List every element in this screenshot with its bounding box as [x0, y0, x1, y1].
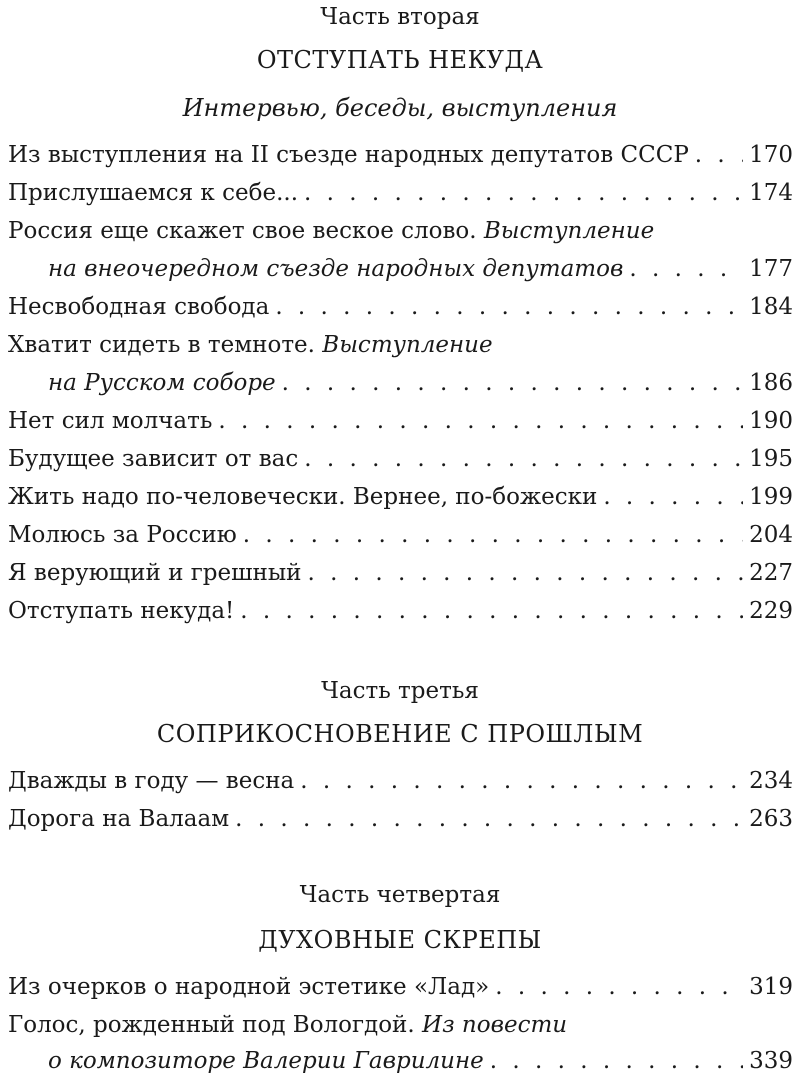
toc-entry-page: 174 [749, 180, 793, 206]
part-label: Часть вторая [320, 4, 480, 30]
toc-entry-page: 204 [749, 522, 793, 548]
toc-entry [8, 290, 793, 324]
toc-entry-page: 190 [749, 408, 793, 434]
toc-entry-title: Несвободная свобода [8, 294, 270, 320]
leader-dots [695, 138, 743, 172]
toc-entry-continuation [48, 366, 793, 400]
toc-entry-page: 195 [749, 446, 793, 472]
toc-entry-title: Хватит сидеть в темноте. Выступление [8, 332, 493, 358]
toc-entry [8, 404, 793, 438]
toc-entry-page: 186 [749, 370, 793, 396]
toc-entry-title-cont: на Русском соборе [48, 370, 276, 396]
toc-entry-title-cont: на внеочередном съезде народных депутатов [48, 256, 624, 282]
toc-entry-page: 234 [749, 768, 793, 794]
toc-entry-continuation [48, 252, 793, 286]
toc-entry [8, 1008, 793, 1042]
toc-entry-title: Дважды в году — весна [8, 768, 295, 794]
toc-entry [8, 138, 793, 172]
toc-entry-title: Россия еще скажет свое веское слово. Выступление [8, 218, 655, 244]
leader-dots [282, 366, 743, 400]
toc-entry-title: Из очерков о народной эстетике «Лад» [8, 974, 490, 1000]
part-subtitle: Интервью, беседы, выступления [182, 94, 618, 122]
leader-dots [490, 1044, 743, 1078]
toc-entry-page: 184 [749, 294, 793, 320]
toc-entry-page: 199 [749, 484, 793, 510]
part-title: СОПРИКОСНОВЕНИЕ С ПРОШЛЫМ [156, 720, 644, 748]
toc-entry-page: 319 [749, 974, 793, 1000]
toc-entry-title: Будущее зависит от вас [8, 446, 299, 472]
toc-entry-title: Дорога на Валаам [8, 806, 230, 832]
leader-dots [243, 518, 743, 552]
toc-entry-page: 177 [749, 256, 793, 282]
toc-entry-page: 339 [749, 1048, 793, 1074]
leader-dots [218, 404, 743, 438]
toc-entry [8, 594, 793, 628]
toc-entry [8, 328, 793, 362]
toc-entry [8, 764, 793, 798]
leader-dots [304, 442, 743, 476]
part-title: ДУХОВНЫЕ СКРЕПЫ [258, 926, 542, 954]
leader-dots [275, 290, 743, 324]
toc-entry [8, 518, 793, 552]
toc-entry-title: Молюсь за Россию [8, 522, 237, 548]
part-label: Часть четвертая [299, 882, 501, 908]
leader-dots [235, 802, 743, 836]
toc-entry-page: 170 [749, 142, 793, 168]
toc-entry-page: 263 [749, 806, 793, 832]
part-title: ОТСТУПАТЬ НЕКУДА [256, 46, 544, 74]
toc-entry [8, 480, 793, 514]
leader-dots [300, 764, 743, 798]
toc-entry-title: Голос, рожденный под Вологдой. Из повести [8, 1012, 568, 1038]
toc-entry-page: 229 [749, 598, 793, 624]
toc-entry [8, 214, 793, 248]
toc-entry-title-cont: о композиторе Валерии Гаврилине [48, 1048, 484, 1074]
leader-dots [304, 176, 743, 210]
part-label: Часть третья [321, 678, 479, 704]
toc-entry-continuation [48, 1044, 793, 1078]
leader-dots [603, 480, 743, 514]
toc-entry [8, 176, 793, 210]
toc-entry-title: Из выступления на II съезде народных депутатов СССР [8, 142, 689, 168]
leader-dots [629, 252, 743, 286]
leader-dots [307, 556, 743, 590]
leader-dots [240, 594, 743, 628]
toc-entry [8, 802, 793, 836]
leader-dots [495, 970, 743, 1004]
toc-entry-title: Жить надо по-человечески. Вернее, по-божески [8, 484, 598, 510]
toc-entry-title: Нет сил молчать [8, 408, 213, 434]
toc-entry-title: Я верующий и грешный [8, 560, 302, 586]
toc-entry [8, 442, 793, 476]
toc-entry-title: Прислушаемся к себе... [8, 180, 299, 206]
toc-entry-title: Отступать некуда! [8, 598, 235, 624]
toc-entry [8, 556, 793, 590]
toc-entry [8, 970, 793, 1004]
toc-entry-page: 227 [749, 560, 793, 586]
